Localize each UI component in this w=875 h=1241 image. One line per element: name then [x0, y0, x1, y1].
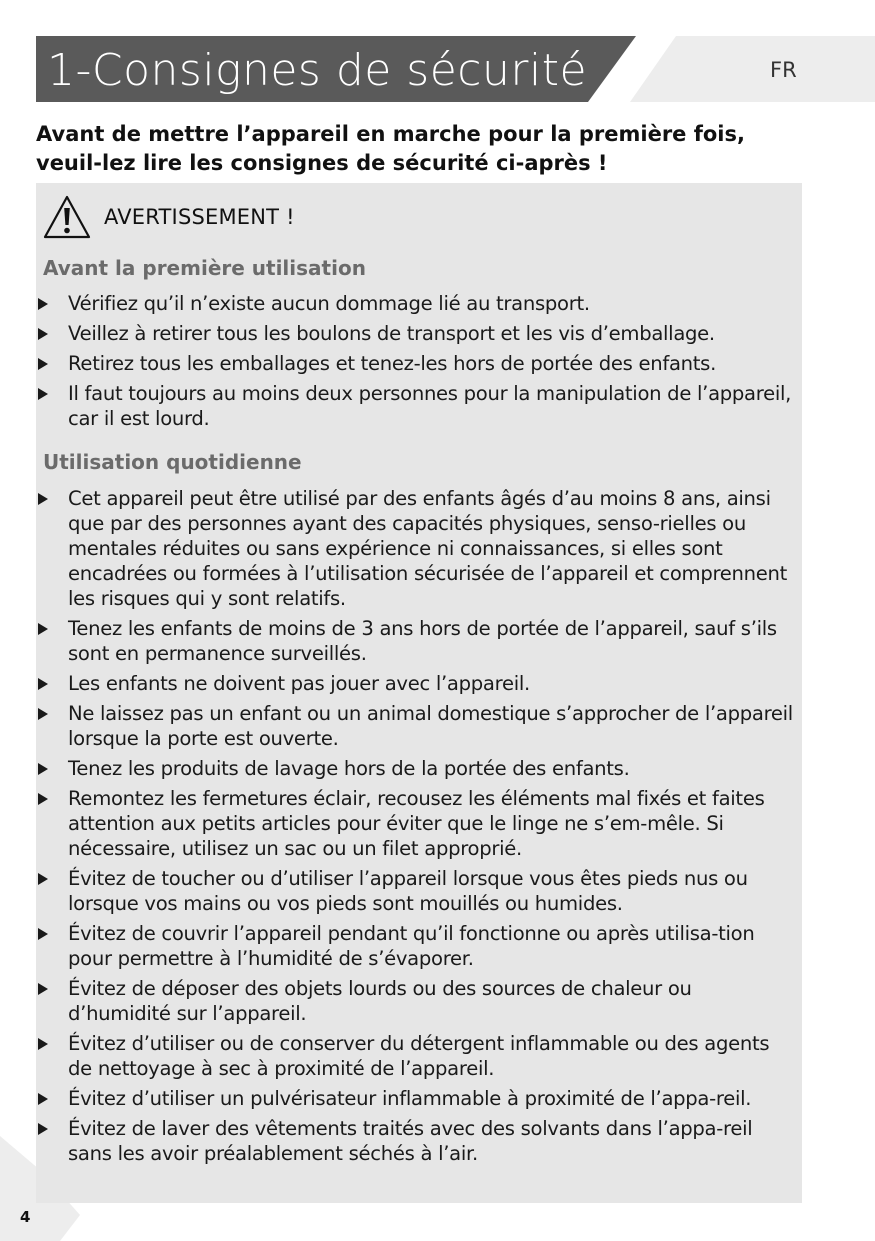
- bullet-arrow-icon: [38, 358, 48, 370]
- list-item: [36, 756, 796, 781]
- list-item: [36, 616, 796, 666]
- bullet-arrow-icon: [38, 1093, 48, 1105]
- list-item-text: Tenez les produits de lavage hors de la portée des enfants.: [68, 757, 630, 780]
- bullet-arrow-icon: [38, 623, 48, 635]
- list-item: [36, 381, 796, 431]
- list-item-text: Les enfants ne doivent pas jouer avec l’appareil.: [68, 672, 530, 695]
- bullet-arrow-icon: [38, 983, 48, 995]
- daily-use-list: [36, 486, 796, 1171]
- list-item-text: Évitez de déposer des objets lourds ou des sources de chaleur ou d’humidité sur l’appareil.: [68, 977, 692, 1025]
- list-item-text: Vérifiez qu’il n’existe aucun dommage lié au transport.: [68, 292, 590, 315]
- warning-triangle-icon: [42, 194, 92, 240]
- intro-text: Avant de mettre l’appareil en marche pour la première fois, veuil-lez lire les consignes de sécurité ci-après !: [36, 122, 745, 175]
- language-label: FR: [770, 58, 797, 82]
- list-item: [36, 351, 796, 376]
- list-item: [36, 1116, 796, 1166]
- list-item: [36, 866, 796, 916]
- section-title-first-use: Avant la première utilisation: [43, 256, 366, 280]
- list-item-text: Cet appareil peut être utilisé par des enfants âgés d’au moins 8 ans, ainsi que par des personnes ayant des capacités physiques, senso-rielles ou mentales réduites ou sans expérience ni connaissances, si elles sont encadrées ou formées à l’utilisation sécurisée de l’appareil et comprennent les risques qui y sont relatifs.: [68, 487, 788, 610]
- list-item-text: Évitez de toucher ou d’utiliser l’appareil lorsque vous êtes pieds nus ou lorsque vos mains ou vos pieds sont mouillés ou humides.: [68, 867, 748, 915]
- bullet-arrow-icon: [38, 763, 48, 775]
- bullet-arrow-icon: [38, 873, 48, 885]
- bullet-arrow-icon: [38, 1038, 48, 1050]
- warning-title: AVERTISSEMENT !: [104, 205, 295, 229]
- list-item: [36, 921, 796, 971]
- warning-header: [42, 194, 295, 240]
- bullet-arrow-icon: [38, 388, 48, 400]
- list-item: [36, 976, 796, 1026]
- bullet-arrow-icon: [38, 328, 48, 340]
- list-item: [36, 701, 796, 751]
- list-item-text: Remontez les fermetures éclair, recousez les éléments mal fixés et faites attention aux petits articles pour éviter que le linge ne s’em-mêle. Si nécessaire, utilisez un sac ou un filet approprié.: [68, 787, 765, 860]
- page-title: 1-Consignes de sécurité: [47, 45, 588, 96]
- section-title-daily-use: Utilisation quotidienne: [43, 450, 302, 474]
- list-item: [36, 1031, 796, 1081]
- bullet-arrow-icon: [38, 928, 48, 940]
- list-item-text: Il faut toujours au moins deux personnes pour la manipulation de l’appareil, car il est lourd.: [68, 382, 792, 430]
- header-band-light: [630, 36, 875, 102]
- page-number: 4: [20, 1208, 31, 1226]
- bullet-arrow-icon: [38, 298, 48, 310]
- list-item-text: Évitez d’utiliser un pulvérisateur inflammable à proximité de l’appa-reil.: [68, 1087, 752, 1110]
- bullet-arrow-icon: [38, 708, 48, 720]
- bullet-arrow-icon: [38, 678, 48, 690]
- bullet-arrow-icon: [38, 1123, 48, 1135]
- first-use-list: [36, 291, 796, 436]
- list-item: [36, 671, 796, 696]
- list-item: [36, 291, 796, 316]
- list-item-text: Évitez d’utiliser ou de conserver du détergent inflammable ou des agents de nettoyage à sec à proximité de l’appareil.: [68, 1032, 770, 1080]
- bullet-arrow-icon: [38, 493, 48, 505]
- list-item-text: Veillez à retirer tous les boulons de transport et les vis d’emballage.: [68, 322, 715, 345]
- list-item: [36, 486, 796, 611]
- list-item-text: Ne laissez pas un enfant ou un animal domestique s’approcher de l’appareil lorsque la porte est ouverte.: [68, 702, 793, 750]
- list-item: [36, 1086, 796, 1111]
- list-item-text: Évitez de couvrir l’appareil pendant qu’il fonctionne ou après utilisa-tion pour permettre à l’humidité de s’évaporer.: [68, 922, 755, 970]
- list-item-text: Tenez les enfants de moins de 3 ans hors de portée de l’appareil, sauf s’ils sont en permanence surveillés.: [68, 617, 777, 665]
- list-item: [36, 321, 796, 346]
- bullet-arrow-icon: [38, 793, 48, 805]
- list-item-text: Retirez tous les emballages et tenez-les hors de portée des enfants.: [68, 352, 717, 375]
- list-item: [36, 786, 796, 861]
- list-item-text: Évitez de laver des vêtements traités avec des solvants dans l’appa-reil sans les avoir préalablement séchés à l’air.: [68, 1117, 753, 1165]
